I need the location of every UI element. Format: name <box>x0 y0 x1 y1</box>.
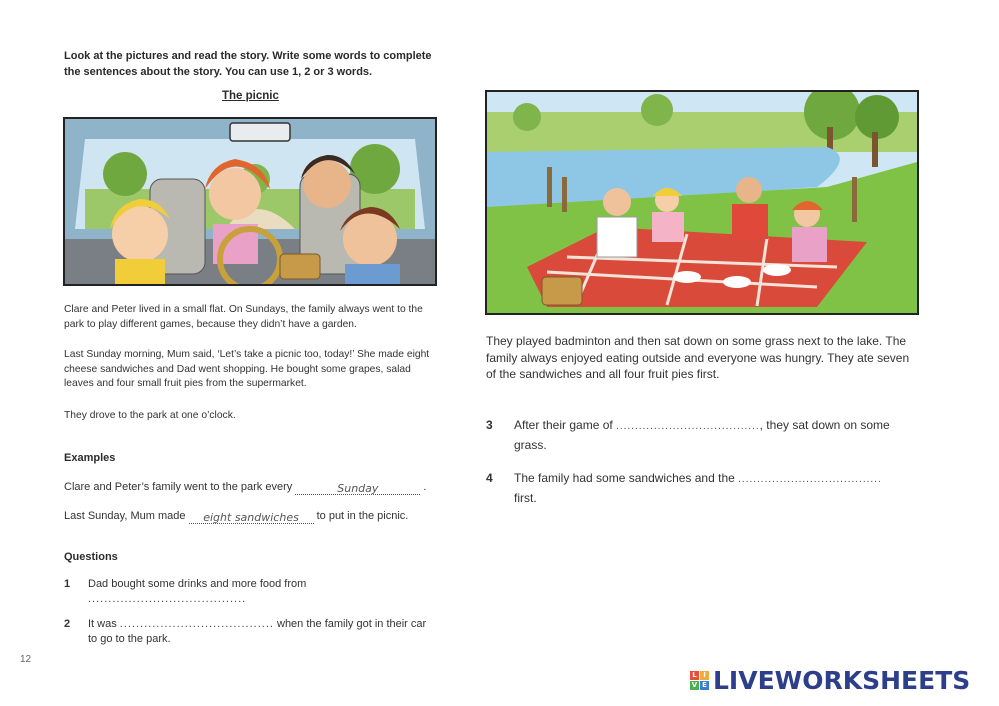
question-2-text: It was <box>88 618 117 630</box>
example-1-answer: Sunday <box>295 481 420 495</box>
question-4-answer-field[interactable]: ...................................... <box>738 474 882 485</box>
story-paragraph-1: Clare and Peter lived in a small flat. On Sundays, the family always went to the park to play different games, because they didn’t have a garden. <box>64 304 423 330</box>
question-4-text: The family had some sandwiches and the <box>514 471 735 485</box>
question-3 <box>514 416 904 454</box>
story-title: The picnic <box>222 90 279 102</box>
question-1-text: Dad bought some drinks and more food from <box>88 578 307 590</box>
logo-letter-v: V <box>691 681 698 689</box>
story-paragraph-3: They drove to the park at one o’clock. <box>64 410 236 421</box>
car-illustration <box>63 117 437 286</box>
question-3-end: , they sat down on some grass. <box>514 418 890 452</box>
picnic-illustration <box>485 90 919 315</box>
story-paragraph-2: Last Sunday morning, Mum said, ‘Let’s take a picnic too, today!’ She made eight cheese sandwiches and Dad went shopping. He bought some grapes, salad leaves and four small fruit pies from the supermarket. <box>64 349 430 389</box>
examples-heading: Examples <box>64 452 116 464</box>
logo-text: LIVEWORKSHEETS <box>713 666 971 695</box>
example-1-end: . <box>423 481 427 493</box>
example-1 <box>64 480 454 495</box>
question-2-answer-field[interactable]: ...................................... <box>119 618 274 630</box>
logo-letter-i: I <box>700 671 709 680</box>
instructions: Look at the pictures and read the story. Write some words to complete the sentences about the story. You can use 1, 2 or 3 words. <box>64 50 432 78</box>
question-3-answer-field[interactable]: ...................................... <box>616 421 760 432</box>
question-1-answer-field[interactable]: ...................................... <box>88 593 243 605</box>
example-2 <box>64 509 454 524</box>
question-4-number: 4 <box>486 471 493 485</box>
question-4-end: first. <box>514 491 537 505</box>
question-3-text: After their game of <box>514 418 613 432</box>
question-1-number: 1 <box>64 578 71 590</box>
question-2 <box>88 617 438 647</box>
question-4 <box>514 469 904 507</box>
story-paragraph-4: They played badminton and then sat down on some grass next to the lake. The family always enjoyed eating outside and everyone was hungry. They ate seven of the sandwiches and all four fruit pies first. <box>486 334 910 381</box>
example-2-end: to put in the picnic. <box>316 510 409 522</box>
example-2-text: Last Sunday, Mum made <box>64 510 186 522</box>
question-2-number: 2 <box>64 618 71 630</box>
page-number: 12 <box>20 654 32 665</box>
question-1-end: . <box>242 593 246 605</box>
questions-heading: Questions <box>64 551 118 563</box>
question-3-number: 3 <box>486 418 493 432</box>
logo-letter-e: E <box>700 681 709 690</box>
question-1 <box>88 577 438 607</box>
question-2-end: when the family got in their car to go to the park. <box>88 618 427 645</box>
example-1-text: Clare and Peter’s family went to the park every <box>64 481 293 493</box>
live-logo-mark <box>690 671 709 690</box>
logo-letter-l: L <box>690 671 699 680</box>
liveworksheets-logo <box>690 666 970 695</box>
example-2-answer: eight sandwiches <box>189 510 314 524</box>
